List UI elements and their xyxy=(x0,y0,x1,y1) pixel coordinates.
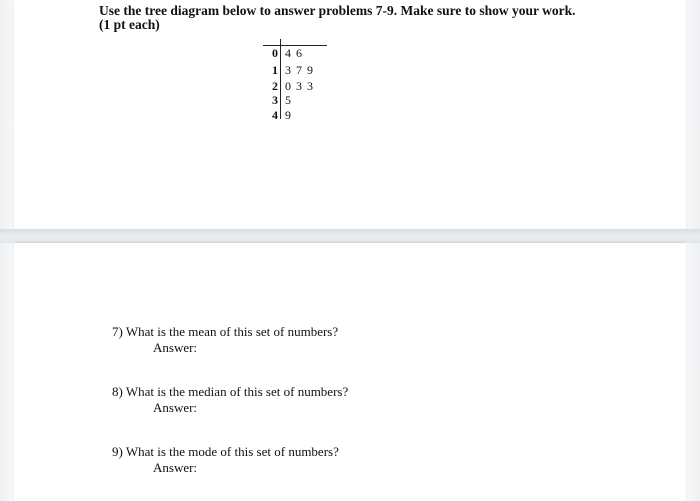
question-8: 8) What is the median of this set of numbers? xyxy=(112,384,349,399)
leaves: 5 xyxy=(285,93,292,107)
instructions xyxy=(99,4,659,32)
question-7: 7) What is the mean of this set of numbers? xyxy=(112,324,339,339)
stem-leaf-divider xyxy=(280,39,281,119)
page-separator xyxy=(0,229,700,243)
stem: 1 xyxy=(272,63,278,77)
page-margin-right xyxy=(686,0,700,501)
leaves: 4 6 xyxy=(285,46,303,60)
instructions-line-2: (1 pt each) xyxy=(99,17,160,32)
stem: 4 xyxy=(272,108,278,122)
document-page-bottom xyxy=(14,243,686,501)
leaves: 0 3 3 xyxy=(285,79,314,93)
answer-label-7: Answer: xyxy=(153,340,198,355)
page-margin-left xyxy=(0,0,14,501)
question-9: 9) What is the mode of this set of numbers? xyxy=(112,444,339,459)
stem: 3 xyxy=(272,93,278,107)
answer-label-9: Answer: xyxy=(153,460,198,475)
instructions-line-1: Use the tree diagram below to answer problems 7-9. Make sure to show your work. xyxy=(99,3,576,18)
leaves: 9 xyxy=(285,108,292,122)
stem: 0 xyxy=(272,46,278,60)
document-page-top xyxy=(14,0,686,229)
stem: 2 xyxy=(272,79,278,93)
answer-label-8: Answer: xyxy=(153,400,198,415)
leaves: 3 7 9 xyxy=(285,63,314,77)
